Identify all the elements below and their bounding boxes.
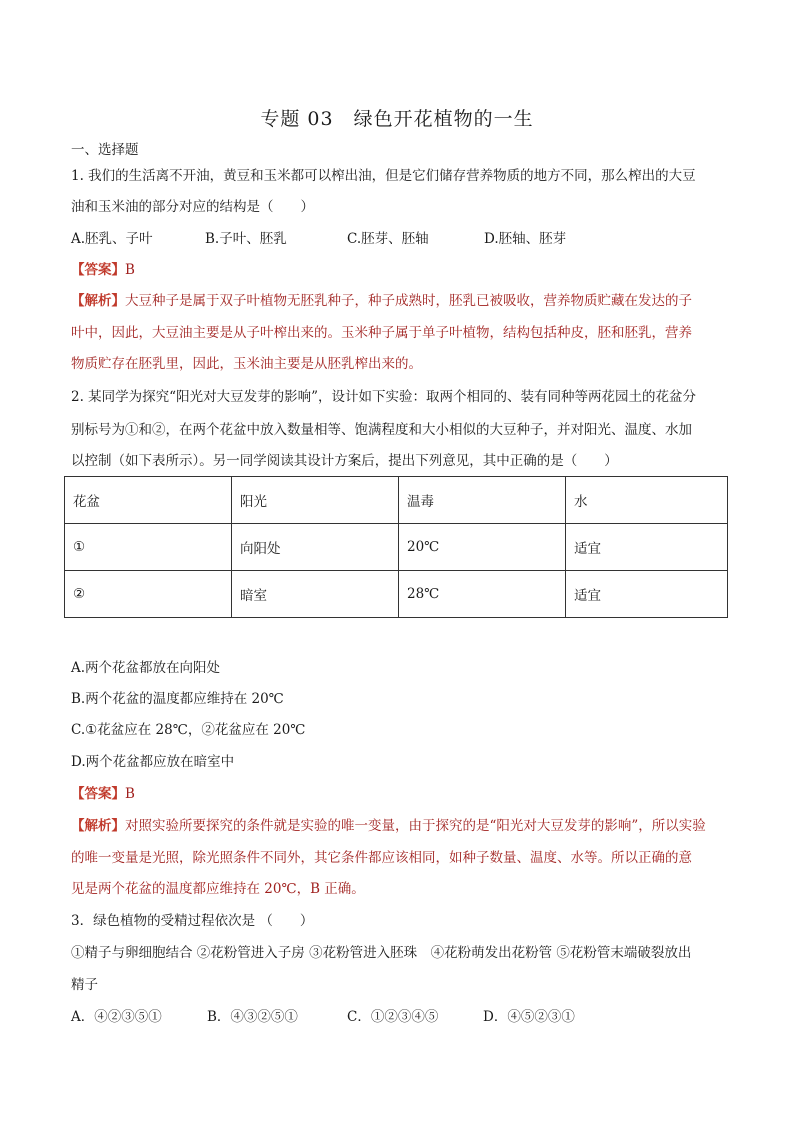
page-title: 专题 03 绿色开花植物的一生: [260, 108, 534, 130]
q3-option-b: B．④③②⑤①: [207, 1009, 298, 1025]
q2-stem-line1: 2. 某同学为探究“阳光对大豆发芽的影响”，设计如下实验：取两个相同的、装有同种等两花园土的花盆分: [71, 389, 696, 405]
q1-option-c: C.胚芽、胚轴: [347, 231, 429, 247]
q2-option-d: D.两个花盆都应放在暗室中: [71, 754, 235, 770]
q3-steps-line2: 精子: [71, 977, 98, 993]
q1-analysis-line3: 物质贮存在胚乳里，因此，玉米油主要是从胚乳榨出来的。: [71, 356, 422, 372]
table-header-row: [65, 477, 728, 524]
q3-steps-line1: ①精子与卵细胞结合 ②花粉管进入子房 ③花粉管进入胚珠 ④花粉萌发出花粉管 ⑤花粉管末端破裂放出: [71, 945, 692, 961]
table-header-cell: 水: [566, 477, 728, 524]
q1-answer-value: B: [125, 262, 135, 278]
q1-option-b: B.子叶、胚乳: [205, 231, 287, 247]
q1-analysis-line1: [71, 291, 692, 311]
q2-option-b: B.两个花盆的温度都应维持在 20℃: [71, 691, 284, 707]
q1-answer: [71, 260, 135, 280]
q2-analysis-tag: 【解析】: [71, 818, 125, 834]
table-cell: 向阳处: [232, 524, 399, 571]
table-header-cell: 阳光: [232, 477, 399, 524]
table-header-cell: 温毒: [399, 477, 566, 524]
table-cell: 暗室: [232, 571, 399, 618]
table-header-cell: 花盆: [65, 477, 232, 524]
q1-stem-line1: 1. 我们的生活离不开油，黄豆和玉米都可以榨出油，但是它们储存营养物质的地方不同，那么榨出的大豆: [71, 168, 696, 184]
section-heading: 一、选择题: [71, 142, 139, 158]
experiment-table: [64, 476, 728, 618]
q3-stem: 3．绿色植物的受精过程依次是 （ ）: [71, 913, 314, 929]
table-cell: 适宜: [566, 571, 728, 618]
q2-analysis-text1: 对照实验所要探究的条件就是实验的唯一变量，由于探究的是“阳光对大豆发芽的影响”，所以实验: [125, 818, 706, 834]
q3-option-c: C．①②③④⑤: [347, 1009, 439, 1025]
q1-option-d: D.胚轴、胚芽: [484, 231, 567, 247]
q1-analysis-tag: 【解析】: [71, 293, 125, 309]
q1-options: [71, 229, 566, 249]
table-cell: 适宜: [566, 524, 728, 571]
q2-answer: [71, 784, 135, 804]
q1-analysis-line2: 叶中，因此，大豆油主要是从子叶榨出来的。玉米种子属于单子叶植物，结构包括种皮，胚和胚乳，营养: [71, 325, 692, 341]
table-cell: ②: [65, 571, 232, 618]
q2-answer-value: B: [125, 786, 135, 802]
q2-analysis-line3: 见是两个花盆的温度都应维持在 20℃，B 正确。: [71, 881, 365, 897]
q2-stem-line2: 别标号为①和②，在两个花盆中放入数量相等、饱满程度和大小相似的大豆种子，并对阳光、温度、水加: [71, 422, 692, 438]
table-cell: ①: [65, 524, 232, 571]
q2-option-a: A.两个花盆都放在向阳处: [71, 660, 221, 676]
q3-option-d: D．④⑤②③①: [483, 1009, 575, 1025]
q2-option-c: C.①花盆应在 28℃，②花盆应在 20℃: [71, 722, 306, 738]
q1-analysis-text1: 大豆种子是属于双子叶植物无胚乳种子，种子成熟时，胚乳已被吸收，营养物质贮藏在发达的子: [125, 293, 692, 309]
q3-options: [71, 1007, 575, 1027]
q2-answer-tag: 【答案】: [71, 786, 125, 802]
table-row: [65, 524, 728, 571]
q2-stem-line3: 以控制（如下表所示）。另一同学阅读其设计方案后，提出下列意见，其中正确的是（ ）: [71, 453, 618, 469]
q3-option-a: A．④②③⑤①: [71, 1009, 162, 1025]
table-row: [65, 571, 728, 618]
q2-analysis-line1: [71, 816, 706, 836]
q1-stem-line2: 油和玉米油的部分对应的结构是（ ）: [71, 199, 314, 215]
q1-option-a: A.胚乳、子叶: [71, 231, 153, 247]
table-cell: 28℃: [399, 571, 566, 618]
q2-analysis-line2: 的唯一变量是光照，除光照条件不同外，其它条件都应该相同，如种子数量、温度、水等。所以正确的意: [71, 850, 692, 866]
table-cell: 20℃: [399, 524, 566, 571]
q1-answer-tag: 【答案】: [71, 262, 125, 278]
